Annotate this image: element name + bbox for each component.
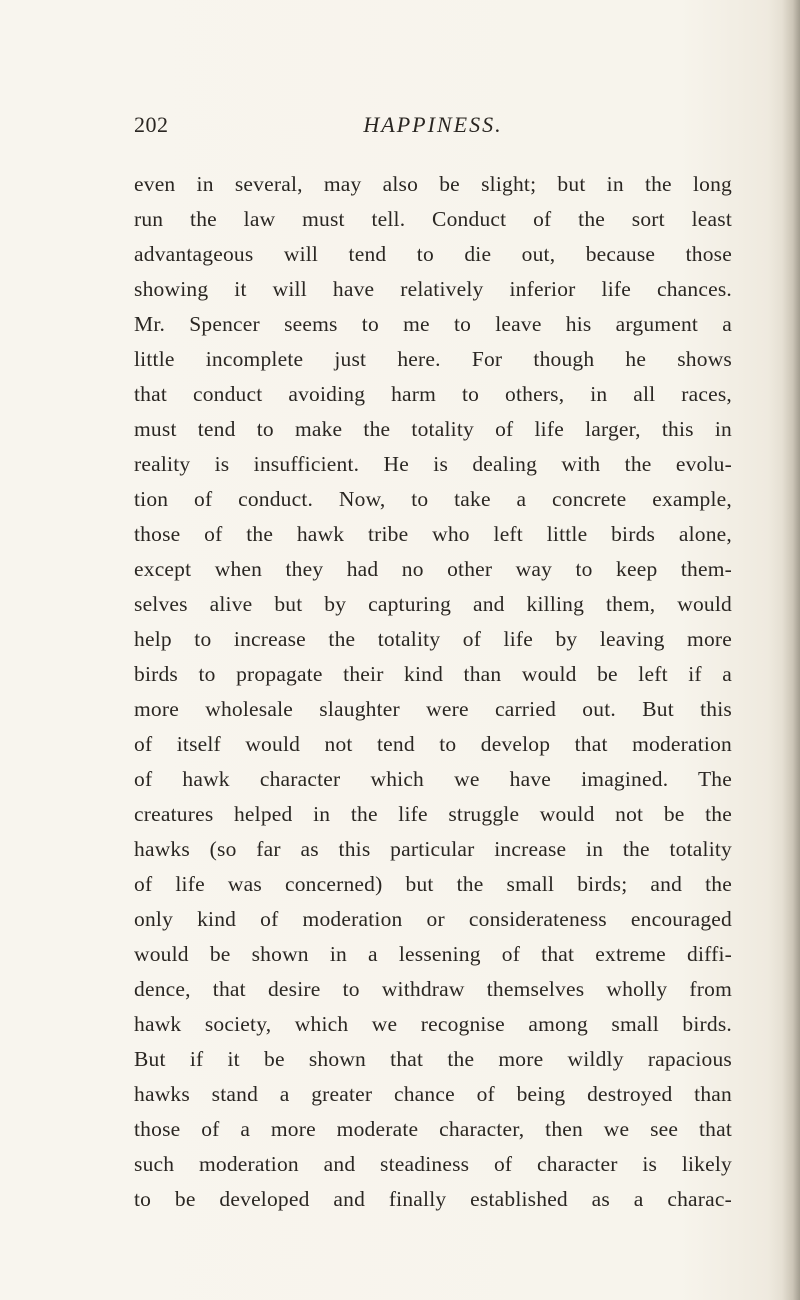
text-line: advantageous will tend to die out, because those <box>134 242 732 266</box>
text-line: of life was concerned) but the small birds; and the <box>134 872 732 896</box>
text-line: reality is insufficient. He is dealing with the evolu- <box>134 452 732 476</box>
text-line: dence, that desire to withdraw themselves wholly from <box>134 977 732 1001</box>
page-number: 202 <box>134 112 169 137</box>
running-title: HAPPINESS. <box>363 112 503 137</box>
text-line: such moderation and steadiness of character is likely <box>134 1152 732 1176</box>
text-line: hawk society, which we recognise among small birds. <box>134 1012 732 1036</box>
text-line: those of the hawk tribe who left little birds alone, <box>134 522 732 546</box>
text-line: that conduct avoiding harm to others, in all races, <box>134 382 732 406</box>
text-line: must tend to make the totality of life larger, this in <box>134 417 732 441</box>
text-line: more wholesale slaughter were carried out. But this <box>134 697 732 721</box>
text-line: only kind of moderation or considerateness encouraged <box>134 907 732 931</box>
text-line: even in several, may also be slight; but in the long <box>134 172 732 196</box>
text-line: showing it will have relatively inferior life chances. <box>134 277 732 301</box>
text-line: hawks stand a greater chance of being destroyed than <box>134 1082 732 1106</box>
text-line: help to increase the totality of life by leaving more <box>134 627 732 651</box>
text-line: except when they had no other way to keep them- <box>134 557 732 581</box>
text-line: run the law must tell. Conduct of the sort least <box>134 207 732 231</box>
text-line: hawks (so far as this particular increase in the totality <box>134 837 732 861</box>
text-line: to be developed and finally established as a charac- <box>134 1187 732 1211</box>
running-head <box>134 112 732 148</box>
page-edge-shadow <box>782 0 800 1300</box>
text-line: But if it be shown that the more wildly rapacious <box>134 1047 732 1071</box>
text-line: selves alive but by capturing and killing them, would <box>134 592 732 616</box>
text-line: of hawk character which we have imagined. The <box>134 767 732 791</box>
body-text <box>134 167 732 1217</box>
text-line: little incomplete just here. For though he shows <box>134 347 732 371</box>
text-line: Mr. Spencer seems to me to leave his argument a <box>134 312 732 336</box>
text-line: of itself would not tend to develop that moderation <box>134 732 732 756</box>
text-line: tion of conduct. Now, to take a concrete example, <box>134 487 732 511</box>
text-line: birds to propagate their kind than would be left if a <box>134 662 732 686</box>
text-line: would be shown in a lessening of that extreme diffi- <box>134 942 732 966</box>
text-line: those of a more moderate character, then we see that <box>134 1117 732 1141</box>
text-line: creatures helped in the life struggle would not be the <box>134 802 732 826</box>
